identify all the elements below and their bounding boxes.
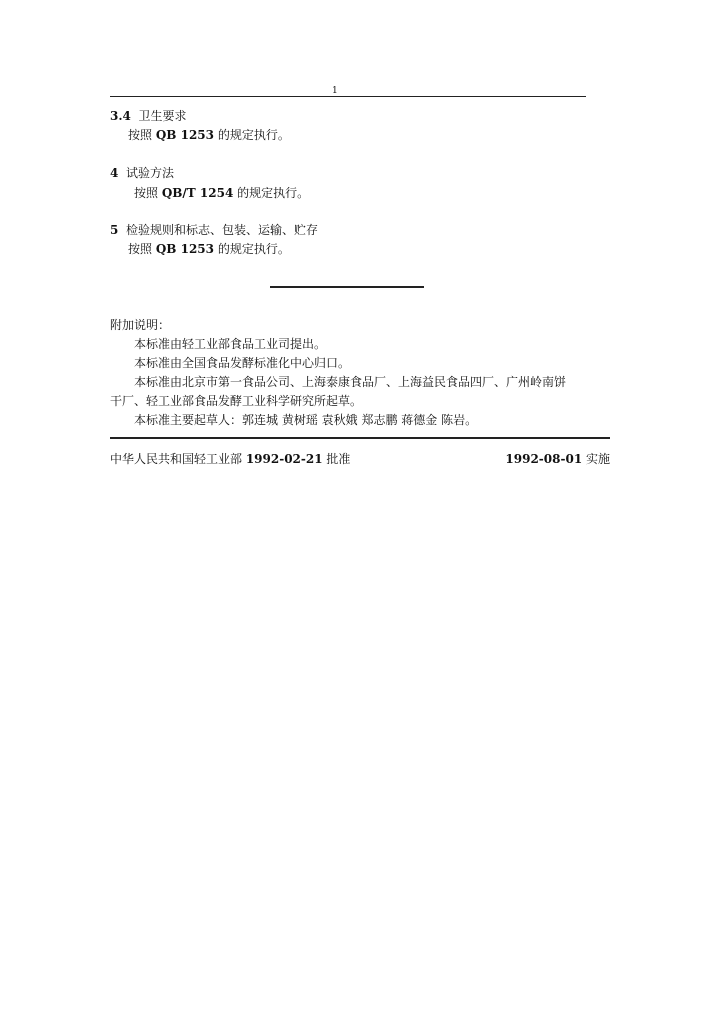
body-text: 的规定执行。	[233, 186, 310, 200]
footer-rule	[110, 437, 610, 439]
section-number: 4	[110, 166, 119, 180]
body-text: 按照	[134, 186, 162, 200]
page-mark: 1	[332, 86, 338, 96]
section-5-heading	[110, 223, 318, 237]
header-rule	[110, 96, 586, 97]
footer-implementation	[505, 452, 610, 466]
section-title: 卫生要求	[138, 109, 187, 123]
issuer-text: 中华人民共和国轻工业部	[110, 452, 246, 466]
notes-line: 干厂、轻工业部食品发酵工业科学研究所起草。	[110, 394, 363, 408]
section-3-4-body	[128, 128, 290, 142]
approval-date: 1992-02-21	[245, 452, 323, 466]
body-text: 按照	[128, 242, 156, 256]
section-5-body	[128, 242, 290, 256]
section-title: 检验规则和标志、包装、运输、贮存	[126, 223, 319, 237]
section-3-4-heading	[110, 109, 187, 123]
standard-code: QB 1253	[155, 128, 214, 142]
section-number: 5	[110, 223, 119, 237]
body-text: 按照	[128, 128, 156, 142]
notes-line: 本标准由全国食品发酵标准化中心归口。	[134, 356, 351, 370]
standard-code: QB 1253	[155, 242, 214, 256]
standard-code: QB/T 1254	[161, 186, 234, 200]
section-4-heading	[110, 166, 174, 180]
implementation-date: 1992-08-01	[505, 452, 583, 466]
end-of-text-rule	[270, 286, 424, 288]
approval-label: 批准	[322, 452, 351, 466]
notes-heading: 附加说明：	[110, 318, 171, 332]
notes-line: 本标准主要起草人：郭连城 黄树瑶 袁秋娥 郑志鹏 蒋德金 陈岩。	[134, 413, 478, 427]
section-4-body	[134, 186, 309, 200]
footer-approval	[110, 452, 350, 466]
section-number: 3.4	[110, 109, 131, 123]
notes-line: 本标准由轻工业部食品工业司提出。	[134, 337, 327, 351]
body-text: 的规定执行。	[214, 242, 290, 256]
body-text: 的规定执行。	[214, 128, 290, 142]
implementation-label: 实施	[582, 452, 610, 466]
notes-line: 本标准由北京市第一食品公司、上海泰康食品厂、上海益民食品四厂、广州岭南饼	[134, 375, 567, 389]
section-title: 试验方法	[126, 166, 175, 180]
